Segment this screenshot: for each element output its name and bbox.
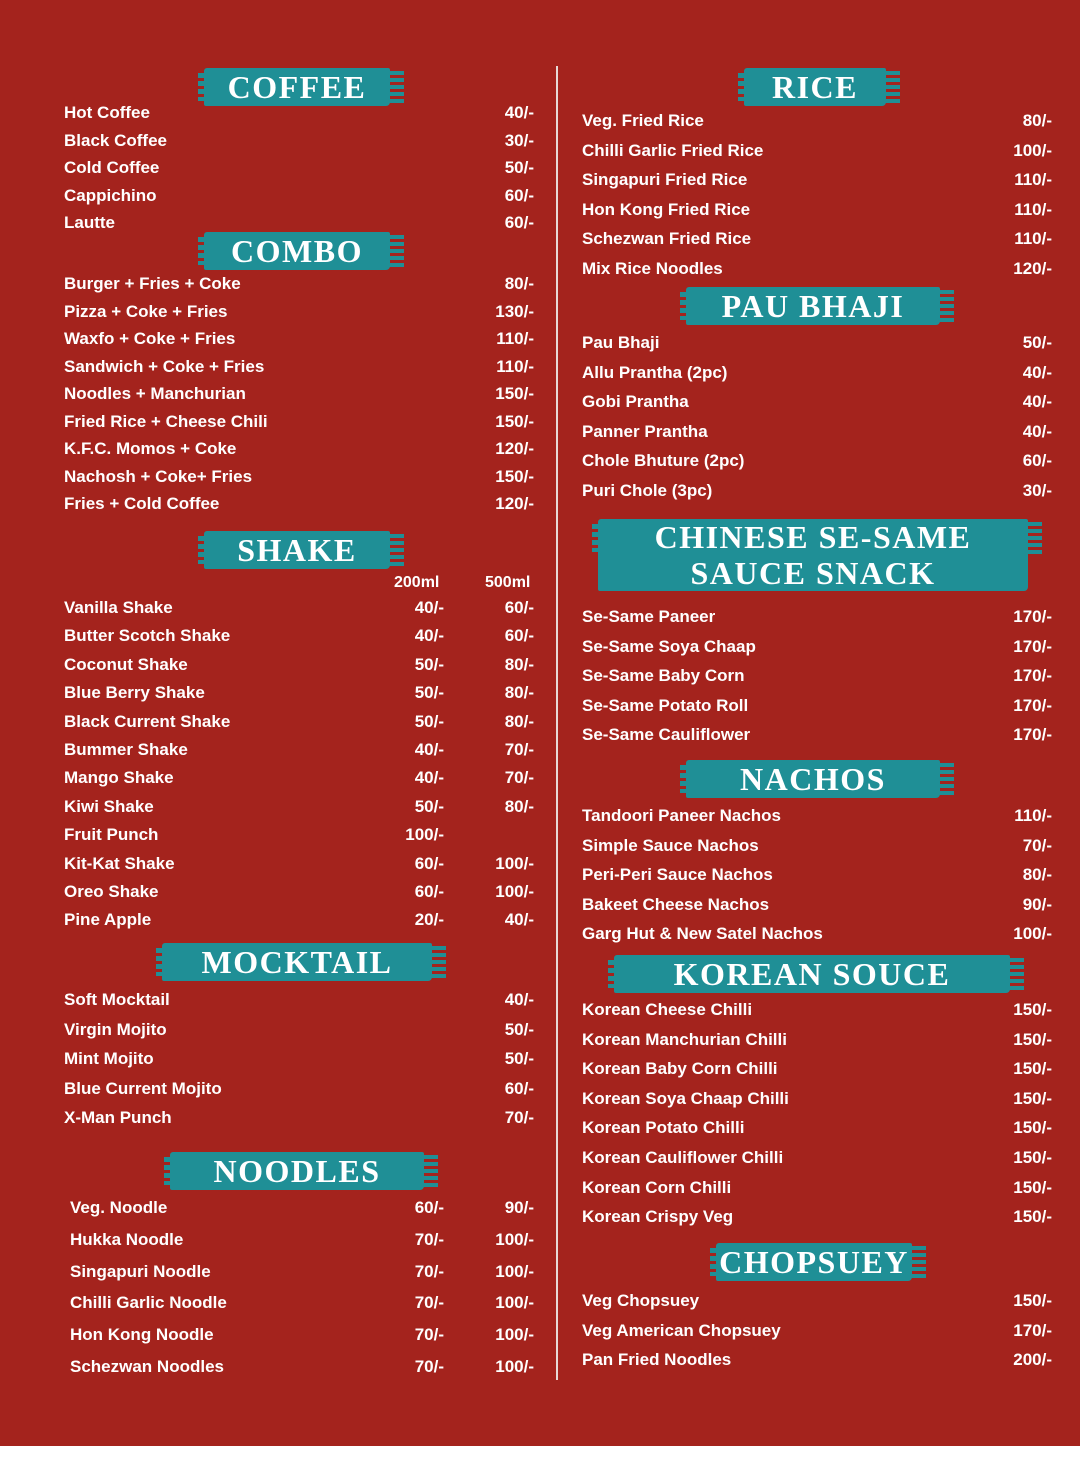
menu-item-name: Cold Coffee bbox=[64, 158, 160, 177]
section-title-chopsuey: CHOPSUEY bbox=[716, 1243, 912, 1281]
menu-item-row bbox=[0, 990, 556, 1014]
menu-item-price: 60/- bbox=[504, 1079, 534, 1098]
menu-item-name: Vanilla Shake bbox=[64, 598, 173, 617]
menu-item-price: 80/- bbox=[504, 274, 534, 293]
menu-item-name: Schezwan Noodles bbox=[70, 1357, 224, 1376]
menu-item-row bbox=[558, 1148, 1080, 1172]
menu-item-row bbox=[558, 141, 1080, 165]
menu-item-price-small: 50/- bbox=[414, 683, 444, 702]
menu-item-row bbox=[0, 1262, 556, 1286]
menu-item-name: Korean Baby Corn Chilli bbox=[582, 1059, 778, 1078]
menu-item-name: Butter Scotch Shake bbox=[64, 626, 231, 645]
menu-item-name: Korean Corn Chilli bbox=[582, 1178, 732, 1197]
menu-item-row bbox=[0, 439, 556, 463]
menu-item-name: Peri-Peri Sauce Nachos bbox=[582, 865, 773, 884]
menu-item-price-small: 40/- bbox=[414, 768, 444, 787]
menu-item-price: 150/- bbox=[1013, 1148, 1052, 1167]
menu-item-name: Korean Crispy Veg bbox=[582, 1207, 734, 1226]
menu-item-price: 90/- bbox=[1022, 895, 1052, 914]
shake-size-small-header: 200ml bbox=[394, 574, 440, 591]
menu-item-price-small: 70/- bbox=[414, 1293, 444, 1312]
menu-item-row bbox=[0, 882, 556, 906]
menu-item-row bbox=[0, 103, 556, 127]
menu-item-price: 110/- bbox=[496, 329, 534, 348]
menu-item-name: Allu Prantha (2pc) bbox=[582, 363, 728, 382]
menu-item-row bbox=[0, 302, 556, 326]
menu-item-price: 150/- bbox=[1013, 1118, 1052, 1137]
menu-item-row bbox=[558, 1118, 1080, 1142]
menu-item-row bbox=[0, 740, 556, 764]
menu-item-name: Chole Bhuture (2pc) bbox=[582, 451, 745, 470]
menu-item-price: 150/- bbox=[495, 467, 534, 486]
menu-item-name: Black Coffee bbox=[64, 131, 167, 150]
menu-item-row bbox=[0, 910, 556, 934]
menu-item-price-small: 100/- bbox=[405, 825, 444, 844]
menu-item-price-large: 80/- bbox=[504, 683, 534, 702]
menu-item-price-large: 100/- bbox=[495, 1230, 534, 1249]
menu-item-row bbox=[0, 1325, 556, 1349]
menu-item-price-small: 70/- bbox=[414, 1357, 444, 1376]
menu-item-name: Hon Kong Fried Rice bbox=[582, 200, 751, 219]
menu-item-name: Singapuri Fried Rice bbox=[582, 170, 748, 189]
section-title-pau-bhaji: PAU BHAJI bbox=[686, 287, 940, 325]
section-title-sesame bbox=[598, 519, 1028, 591]
menu-item-price: 50/- bbox=[1022, 333, 1052, 352]
menu-item-price: 150/- bbox=[1013, 1030, 1052, 1049]
menu-item-row bbox=[558, 1030, 1080, 1054]
menu-item-row bbox=[0, 158, 556, 182]
menu-item-price-large: 70/- bbox=[504, 768, 534, 787]
menu-item-price-small: 60/- bbox=[414, 854, 444, 873]
menu-item-name: Blue Current Mojito bbox=[64, 1079, 222, 1098]
section-title-coffee: COFFEE bbox=[204, 68, 390, 106]
menu-item-name: Kit-Kat Shake bbox=[64, 854, 175, 873]
menu-item-price: 150/- bbox=[1013, 1089, 1052, 1108]
menu-item-price-large: 90/- bbox=[504, 1198, 534, 1217]
menu-item-name: Korean Cauliflower Chilli bbox=[582, 1148, 784, 1167]
section-title-sesame-line1: CHINESE SE-SAME bbox=[654, 519, 972, 555]
menu-item-name: Tandoori Paneer Nachos bbox=[582, 806, 782, 825]
section-title-rice: RICE bbox=[744, 68, 886, 106]
menu-item-price: 110/- bbox=[496, 357, 534, 376]
menu-item-price: 170/- bbox=[1013, 725, 1052, 744]
menu-item-price-large: 80/- bbox=[504, 655, 534, 674]
menu-item-row bbox=[558, 259, 1080, 283]
menu-item-name: Lautte bbox=[64, 213, 115, 232]
menu-item-row bbox=[0, 412, 556, 436]
menu-item-price-small: 50/- bbox=[414, 712, 444, 731]
menu-item-row bbox=[0, 131, 556, 155]
menu-item-row bbox=[0, 1230, 556, 1254]
menu-item-name: Waxfo + Coke + Fries bbox=[64, 329, 236, 348]
menu-item-price: 100/- bbox=[1013, 924, 1052, 943]
menu-item-row bbox=[0, 329, 556, 353]
menu-item-row bbox=[558, 451, 1080, 475]
menu-item-name: Mix Rice Noodles bbox=[582, 259, 723, 278]
menu-item-price: 110/- bbox=[1014, 170, 1052, 189]
menu-item-row bbox=[558, 865, 1080, 889]
menu-item-name: Garg Hut & New Satel Nachos bbox=[582, 924, 823, 943]
menu-item-price-small: 50/- bbox=[414, 797, 444, 816]
menu-item-row bbox=[0, 797, 556, 821]
menu-item-price-small: 70/- bbox=[414, 1325, 444, 1344]
menu-item-name: Mango Shake bbox=[64, 768, 174, 787]
menu-item-name: Cappichino bbox=[64, 186, 157, 205]
menu-item-name: Hon Kong Noodle bbox=[70, 1325, 214, 1344]
menu-item-price-small: 50/- bbox=[414, 655, 444, 674]
menu-item-row bbox=[558, 170, 1080, 194]
menu-item-price: 170/- bbox=[1013, 1321, 1052, 1340]
menu-item-price-large: 100/- bbox=[495, 854, 534, 873]
menu-item-name: Veg. Noodle bbox=[70, 1198, 168, 1217]
menu-item-price: 170/- bbox=[1013, 637, 1052, 656]
menu-item-row bbox=[0, 1108, 556, 1132]
menu-item-row bbox=[0, 854, 556, 878]
menu-item-name: Fruit Punch bbox=[64, 825, 159, 844]
menu-item-price: 40/- bbox=[1022, 422, 1052, 441]
menu-item-name: Soft Mocktail bbox=[64, 990, 170, 1009]
menu-item-row bbox=[558, 725, 1080, 749]
menu-item-row bbox=[558, 666, 1080, 690]
section-title-mocktail: MOCKTAIL bbox=[162, 943, 432, 981]
menu-item-price-large: 70/- bbox=[504, 740, 534, 759]
menu-item-name: Coconut Shake bbox=[64, 655, 188, 674]
menu-item-price: 70/- bbox=[1022, 836, 1052, 855]
menu-item-name: Veg American Chopsuey bbox=[582, 1321, 781, 1340]
section-title-combo: COMBO bbox=[204, 232, 390, 270]
section-title-shake: SHAKE bbox=[204, 531, 390, 569]
shake-size-large-header: 500ml bbox=[485, 574, 531, 591]
menu-item-row bbox=[0, 494, 556, 518]
menu-item-name: Oreo Shake bbox=[64, 882, 159, 901]
menu-item-name: Gobi Prantha bbox=[582, 392, 689, 411]
menu-item-row bbox=[558, 229, 1080, 253]
menu-item-row bbox=[0, 274, 556, 298]
right-column bbox=[558, 0, 1080, 1446]
menu-item-row bbox=[0, 1293, 556, 1317]
menu-item-price: 200/- bbox=[1013, 1350, 1052, 1369]
menu-item-row bbox=[0, 1079, 556, 1103]
menu-item-row bbox=[558, 1059, 1080, 1083]
menu-item-name: Korean Cheese Chilli bbox=[582, 1000, 753, 1019]
menu-item-row bbox=[0, 1020, 556, 1044]
menu-item-row bbox=[558, 200, 1080, 224]
menu-item-price: 100/- bbox=[1013, 141, 1052, 160]
menu-item-price: 60/- bbox=[504, 186, 534, 205]
menu-item-row bbox=[558, 924, 1080, 948]
menu-item-price: 150/- bbox=[495, 384, 534, 403]
menu-item-name: Fried Rice + Cheese Chili bbox=[64, 412, 268, 431]
menu-item-name: Panner Prantha bbox=[582, 422, 708, 441]
menu-item-row bbox=[558, 1000, 1080, 1024]
menu-item-price: 40/- bbox=[1022, 392, 1052, 411]
menu-item-name: Bakeet Cheese Nachos bbox=[582, 895, 770, 914]
menu-item-row bbox=[558, 1207, 1080, 1231]
menu-item-price-large: 60/- bbox=[504, 626, 534, 645]
menu-item-price: 50/- bbox=[504, 1020, 534, 1039]
menu-item-row bbox=[558, 806, 1080, 830]
menu-item-price: 170/- bbox=[1013, 666, 1052, 685]
menu-item-name: Hukka Noodle bbox=[70, 1230, 184, 1249]
menu-item-price: 110/- bbox=[1014, 229, 1052, 248]
menu-item-price: 30/- bbox=[504, 131, 534, 150]
menu-item-price: 120/- bbox=[495, 494, 534, 513]
menu-item-name: X-Man Punch bbox=[64, 1108, 172, 1127]
menu-item-row bbox=[558, 363, 1080, 387]
menu-item-name: Bummer Shake bbox=[64, 740, 188, 759]
menu-item-price-large: 80/- bbox=[504, 712, 534, 731]
menu-item-name: Chilli Garlic Fried Rice bbox=[582, 141, 764, 160]
menu-item-price-small: 70/- bbox=[414, 1230, 444, 1249]
menu-item-name: Se-Same Paneer bbox=[582, 607, 716, 626]
menu-item-row bbox=[558, 1178, 1080, 1202]
menu-item-name: Schezwan Fried Rice bbox=[582, 229, 752, 248]
section-title-noodles: NOODLES bbox=[170, 1152, 424, 1190]
section-title-sesame-line2: SAUCE SNACK bbox=[690, 555, 936, 591]
menu-item-price: 40/- bbox=[504, 990, 534, 1009]
section-title-korean: KOREAN SOUCE bbox=[614, 955, 1010, 993]
menu-item-price-small: 40/- bbox=[414, 740, 444, 759]
menu-item-price: 150/- bbox=[1013, 1291, 1052, 1310]
menu-item-price-large: 100/- bbox=[495, 1262, 534, 1281]
menu-item-name: Nachosh + Coke+ Fries bbox=[64, 467, 253, 486]
menu-item-row bbox=[0, 1357, 556, 1381]
menu-item-name: Simple Sauce Nachos bbox=[582, 836, 759, 855]
menu-item-name: Burger + Fries + Coke bbox=[64, 274, 241, 293]
menu-item-name: Hot Coffee bbox=[64, 103, 150, 122]
menu-item-row bbox=[0, 683, 556, 707]
menu-item-name: K.F.C. Momos + Coke bbox=[64, 439, 237, 458]
menu-item-price: 70/- bbox=[504, 1108, 534, 1127]
menu-item-name: Singapuri Noodle bbox=[70, 1262, 211, 1281]
menu-item-price: 60/- bbox=[1022, 451, 1052, 470]
menu-item-row bbox=[0, 467, 556, 491]
menu-item-price: 150/- bbox=[1013, 1178, 1052, 1197]
menu-item-price: 130/- bbox=[495, 302, 534, 321]
menu-item-price-small: 40/- bbox=[414, 598, 444, 617]
menu-item-price: 150/- bbox=[1013, 1000, 1052, 1019]
menu-item-row bbox=[558, 111, 1080, 135]
menu-item-price: 150/- bbox=[1013, 1207, 1052, 1226]
menu-item-price-small: 60/- bbox=[414, 882, 444, 901]
menu-item-row bbox=[0, 1198, 556, 1222]
menu-item-name: Veg Chopsuey bbox=[582, 1291, 700, 1310]
menu-item-price-large: 100/- bbox=[495, 1325, 534, 1344]
menu-item-price-large: 80/- bbox=[504, 797, 534, 816]
menu-item-name: Se-Same Baby Corn bbox=[582, 666, 745, 685]
menu-item-price-large: 40/- bbox=[504, 910, 534, 929]
menu-item-price: 120/- bbox=[495, 439, 534, 458]
menu-item-row bbox=[558, 392, 1080, 416]
menu-item-price: 80/- bbox=[1022, 865, 1052, 884]
menu-item-name: Black Current Shake bbox=[64, 712, 231, 731]
menu-item-name: Se-Same Potato Roll bbox=[582, 696, 749, 715]
menu-item-row bbox=[0, 598, 556, 622]
menu-item-row bbox=[0, 357, 556, 381]
section-title-nachos: NACHOS bbox=[686, 760, 940, 798]
menu-item-row bbox=[0, 186, 556, 210]
menu-item-row bbox=[558, 1089, 1080, 1113]
menu-item-name: Pizza + Coke + Fries bbox=[64, 302, 228, 321]
menu-item-row bbox=[558, 895, 1080, 919]
menu-item-row bbox=[558, 481, 1080, 505]
menu-item-name: Korean Manchurian Chilli bbox=[582, 1030, 787, 1049]
menu-item-price: 120/- bbox=[1013, 259, 1052, 278]
menu-item-row bbox=[0, 768, 556, 792]
menu-item-price: 110/- bbox=[1014, 806, 1052, 825]
menu-item-price: 30/- bbox=[1022, 481, 1052, 500]
menu-item-price: 40/- bbox=[1022, 363, 1052, 382]
menu-item-row bbox=[558, 1291, 1080, 1315]
menu-item-price-small: 40/- bbox=[414, 626, 444, 645]
menu-item-price: 110/- bbox=[1014, 200, 1052, 219]
menu-item-price-large: 100/- bbox=[495, 882, 534, 901]
menu-item-name: Kiwi Shake bbox=[64, 797, 154, 816]
menu-item-row bbox=[558, 1321, 1080, 1345]
menu-item-price: 170/- bbox=[1013, 696, 1052, 715]
menu-item-name: Chilli Garlic Noodle bbox=[70, 1293, 227, 1312]
menu-item-name: Pine Apple bbox=[64, 910, 152, 929]
menu-item-name: Pau Bhaji bbox=[582, 333, 660, 352]
menu-item-price: 80/- bbox=[1022, 111, 1052, 130]
menu-item-name: Pan Fried Noodles bbox=[582, 1350, 732, 1369]
menu-item-price: 170/- bbox=[1013, 607, 1052, 626]
menu-item-name: Mint Mojito bbox=[64, 1049, 154, 1068]
menu-item-row bbox=[558, 422, 1080, 446]
menu-item-price: 50/- bbox=[504, 1049, 534, 1068]
menu-item-name: Virgin Mojito bbox=[64, 1020, 167, 1039]
menu-item-price-small: 20/- bbox=[414, 910, 444, 929]
menu-item-price: 60/- bbox=[504, 213, 534, 232]
menu-item-name: Sandwich + Coke + Fries bbox=[64, 357, 265, 376]
menu-item-row bbox=[0, 655, 556, 679]
menu-item-name: Puri Chole (3pc) bbox=[582, 481, 713, 500]
menu-item-name: Korean Potato Chilli bbox=[582, 1118, 745, 1137]
menu-item-price: 150/- bbox=[495, 412, 534, 431]
menu-item-price-small: 60/- bbox=[414, 1198, 444, 1217]
menu-item-name: Korean Soya Chaap Chilli bbox=[582, 1089, 789, 1108]
menu-item-price-large: 100/- bbox=[495, 1293, 534, 1312]
menu-item-row bbox=[558, 1350, 1080, 1374]
menu-item-row bbox=[0, 626, 556, 650]
menu-item-price-large: 100/- bbox=[495, 1357, 534, 1376]
menu-item-row bbox=[558, 696, 1080, 720]
menu-item-price: 40/- bbox=[504, 103, 534, 122]
menu-item-name: Veg. Fried Rice bbox=[582, 111, 704, 130]
menu-item-name: Se-Same Soya Chaap bbox=[582, 637, 756, 656]
menu-item-row bbox=[0, 1049, 556, 1073]
menu-item-row bbox=[0, 712, 556, 736]
menu-item-name: Blue Berry Shake bbox=[64, 683, 205, 702]
menu-item-name: Se-Same Cauliflower bbox=[582, 725, 751, 744]
menu-item-row bbox=[0, 825, 556, 849]
menu-item-name: Fries + Cold Coffee bbox=[64, 494, 220, 513]
menu-item-row bbox=[558, 607, 1080, 631]
menu-item-row bbox=[558, 333, 1080, 357]
menu-item-row bbox=[558, 836, 1080, 860]
menu-item-row bbox=[558, 637, 1080, 661]
menu-item-price-small: 70/- bbox=[414, 1262, 444, 1281]
menu-item-name: Noodles + Manchurian bbox=[64, 384, 246, 403]
menu-item-row bbox=[0, 384, 556, 408]
menu-item-price-large: 60/- bbox=[504, 598, 534, 617]
menu-item-price: 150/- bbox=[1013, 1059, 1052, 1078]
menu-item-price: 50/- bbox=[504, 158, 534, 177]
